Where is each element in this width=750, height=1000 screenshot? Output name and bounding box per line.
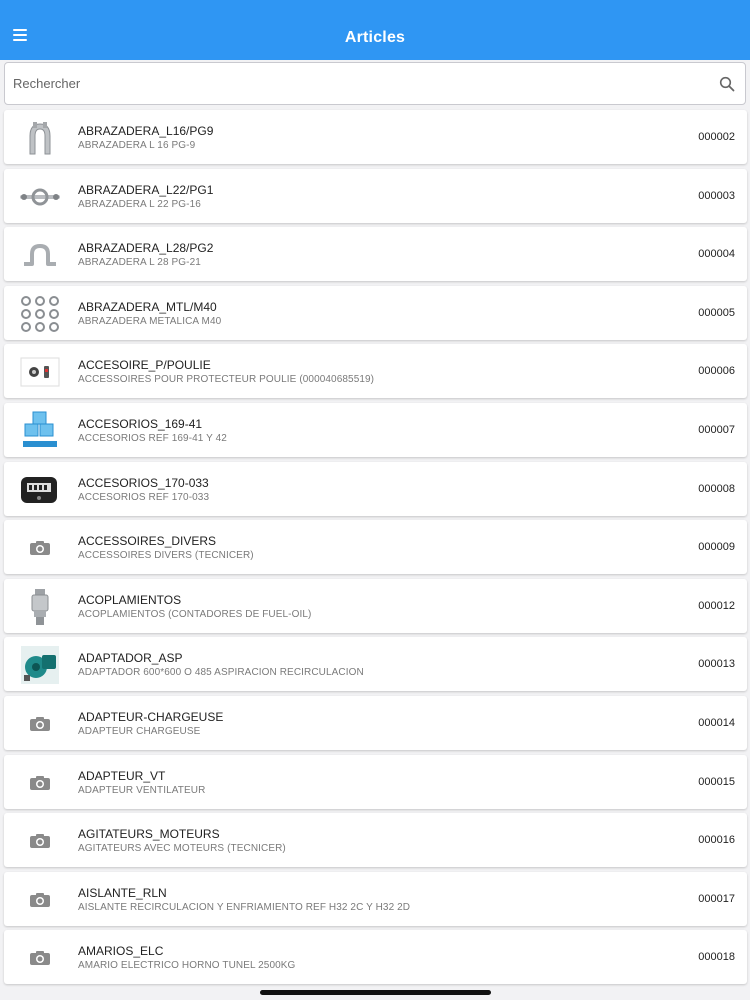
camera-placeholder-icon xyxy=(18,763,62,803)
item-name: AGITATEURS_MOTEURS xyxy=(78,827,220,842)
camera-placeholder-icon xyxy=(18,528,62,568)
item-name: ACCESOIRE_P/POULIE xyxy=(78,358,211,373)
item-description: ADAPTEUR CHARGEUSE xyxy=(78,725,201,737)
camera-placeholder-icon xyxy=(18,821,62,861)
search-input[interactable] xyxy=(13,63,703,104)
item-description: ADAPTEUR VENTILATEUR xyxy=(78,784,206,796)
search-bar[interactable] xyxy=(4,62,746,105)
item-code: 000013 xyxy=(698,658,735,671)
list-item[interactable] xyxy=(4,403,747,457)
item-code: 000008 xyxy=(698,482,735,495)
item-name: ABRAZADERA_MTL/M40 xyxy=(78,299,217,314)
pulley-parts-icon xyxy=(18,352,62,392)
list-item[interactable] xyxy=(4,930,747,984)
item-code: 000005 xyxy=(698,306,735,319)
item-description: ACCESORIOS REF 170-033 xyxy=(78,491,210,503)
item-code: 000018 xyxy=(698,951,735,964)
item-code: 000014 xyxy=(698,716,735,729)
list-item[interactable] xyxy=(4,520,747,574)
item-description: ACCESSOIRES POUR PROTECTEUR POULIE (000040685519) xyxy=(78,374,375,386)
item-description: ACCESSOIRES DIVERS (TECNICER) xyxy=(78,550,254,562)
page-title: Articles xyxy=(344,29,406,46)
meter-icon xyxy=(18,470,62,510)
camera-placeholder-icon xyxy=(18,880,62,920)
item-name: ABRAZADERA_L16/PG9 xyxy=(78,124,214,138)
item-name: AISLANTE_RLN xyxy=(78,885,167,900)
list-item[interactable] xyxy=(4,169,747,223)
item-name: ACCESORIOS_169-41 xyxy=(78,416,203,431)
list-item[interactable] xyxy=(4,286,747,340)
item-description: AISLANTE RECIRCULACION Y ENFRIAMIENTO REF H32 2C Y H32 2D xyxy=(78,901,411,913)
item-code: 000004 xyxy=(698,248,735,261)
item-name: ABRAZADERA_L22/PG1 xyxy=(78,182,214,197)
list-item[interactable] xyxy=(4,755,747,809)
item-description: ADAPTADOR 600*600 O 485 ASPIRACION RECIRCULACION xyxy=(78,667,364,679)
item-description: ABRAZADERA METALICA M40 xyxy=(78,315,222,327)
inventory-logo-icon xyxy=(18,411,62,451)
item-name: AMARIOS_ELC xyxy=(78,944,164,959)
item-code: 000016 xyxy=(698,834,735,847)
item-code: 000012 xyxy=(698,599,735,612)
list-item[interactable] xyxy=(4,227,747,281)
list-item[interactable] xyxy=(4,110,747,164)
item-name: ACOPLAMIENTOS xyxy=(78,592,182,607)
coupling-icon xyxy=(18,587,62,627)
item-description: ABRAZADERA L 22 PG-16 xyxy=(78,198,201,210)
item-description: AMARIO ELECTRICO HORNO TUNEL 2500KG xyxy=(78,960,296,972)
pipe-clamp-icon xyxy=(18,177,62,217)
item-code: 000006 xyxy=(698,365,735,378)
search-icon[interactable] xyxy=(719,76,735,92)
item-code: 000009 xyxy=(698,541,735,554)
list-item[interactable] xyxy=(4,462,747,516)
pump-icon xyxy=(18,645,62,685)
item-code: 000002 xyxy=(698,131,735,143)
camera-placeholder-icon xyxy=(18,704,62,744)
item-name: ADAPTEUR-CHARGEUSE xyxy=(78,709,224,724)
list-item[interactable] xyxy=(4,344,747,398)
saddle-clamp-icon xyxy=(18,235,62,275)
item-code: 000017 xyxy=(698,892,735,905)
clamp-icon xyxy=(18,118,62,158)
list-item[interactable] xyxy=(4,637,747,691)
item-name: ABRAZADERA_L28/PG2 xyxy=(78,241,214,256)
item-name: ADAPTEUR_VT xyxy=(78,768,166,783)
list-item[interactable] xyxy=(4,696,747,750)
item-description: ABRAZADERA L 28 PG-21 xyxy=(78,257,201,269)
list-item[interactable] xyxy=(4,579,747,633)
list-item[interactable] xyxy=(4,813,747,867)
item-name: ACCESORIOS_170-033 xyxy=(78,475,209,490)
metal-clamps-icon xyxy=(18,294,62,334)
item-description: ACCESORIOS REF 169-41 Y 42 xyxy=(78,432,227,444)
item-description: AGITATEURS AVEC MOTEURS (TECNICER) xyxy=(78,843,286,855)
article-list xyxy=(4,110,747,989)
item-description: ABRAZADERA L 16 PG-9 xyxy=(78,140,196,151)
app-bar xyxy=(0,0,750,60)
home-indicator[interactable] xyxy=(260,990,491,995)
item-name: ACCESSOIRES_DIVERS xyxy=(78,534,217,549)
item-code: 000007 xyxy=(698,423,735,436)
list-item[interactable] xyxy=(4,872,747,926)
camera-placeholder-icon xyxy=(18,938,62,978)
item-code: 000015 xyxy=(698,775,735,788)
item-code: 000003 xyxy=(698,189,735,202)
item-description: ACOPLAMIENTOS (CONTADORES DE FUEL-OIL) xyxy=(78,608,312,620)
item-name: ADAPTADOR_ASP xyxy=(78,651,183,666)
